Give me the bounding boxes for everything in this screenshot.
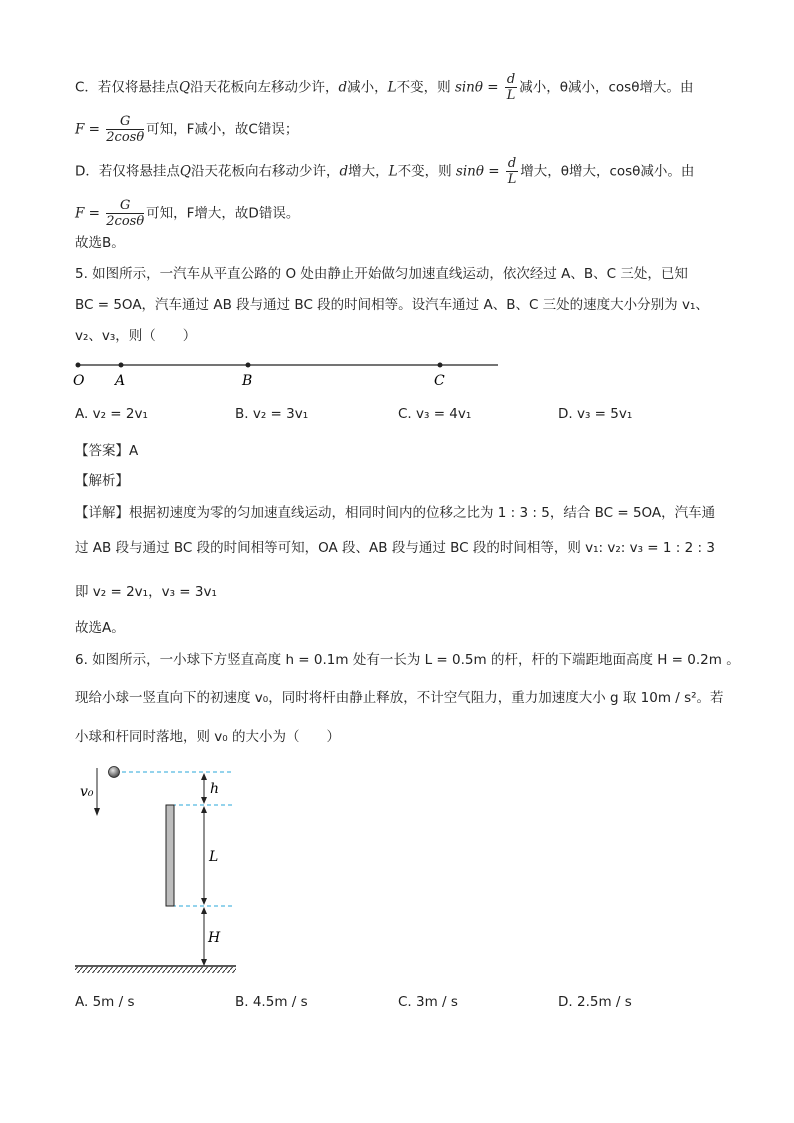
text: 不变，则 [396, 79, 451, 96]
q5-stem-line1: 5. 如图所示，一汽车从平直公路的 O 处由静止开始做匀加速直线运动，依次经过 A、B、C 三处，已知 [75, 266, 688, 282]
arrow-head-icon [201, 907, 207, 914]
q5-option-b[interactable]: B. v₂ = 3v₁ [235, 406, 309, 422]
var-l: L [388, 163, 398, 180]
q5-road-diagram [70, 355, 510, 391]
text: C．若仅将悬挂点 [75, 79, 179, 96]
fraction-d-over-l [506, 156, 518, 187]
text: 沿天花板向右移动少许， [190, 163, 340, 180]
q6-option-b[interactable]: B. 4.5m / s [235, 994, 308, 1010]
ground-hatch [75, 967, 236, 973]
frac-num: G [106, 198, 144, 214]
arrow-head-icon [94, 808, 100, 816]
var-d: d [339, 163, 349, 180]
text: 根据初速度为零的匀加速直线运动，相同时间内的位移之比为 1 : 3 : 5，结合 BC = 5OA，汽车通 [129, 505, 716, 521]
q6-option-c[interactable]: C. 3m / s [398, 994, 458, 1010]
hh-label: H [208, 930, 221, 946]
q5-answer-line [75, 441, 138, 461]
frac-num: d [506, 72, 516, 87]
arrow-head-icon [201, 773, 207, 780]
q4-option-d-line2 [75, 198, 299, 229]
point-b-dot [246, 363, 251, 368]
force-expression: F = [75, 205, 100, 222]
h-label: h [210, 781, 220, 797]
arrow-head-icon [201, 898, 207, 905]
text: 不变，则 [397, 163, 452, 180]
sin-expression: sinθ = [455, 163, 500, 180]
point-b-label: B [242, 373, 253, 389]
q5-choose: 故选A。 [75, 620, 125, 636]
fraction-d-over-l [505, 72, 517, 103]
q6-option-a[interactable]: A. 5m / s [75, 994, 135, 1010]
text: 增大， [348, 163, 389, 180]
q6-stem-line2: 现给小球一竖直向下的初速度 v₀，同时将杆由静止释放，不计空气阻力，重力加速度大小 g 取 10m / s²。若 [75, 690, 724, 706]
q4-option-c-line2 [75, 114, 298, 145]
ball-icon [109, 767, 120, 778]
q5-option-c[interactable]: C. v₃ = 4v₁ [398, 406, 472, 422]
q4-choose: 故选B。 [75, 235, 125, 251]
q4-option-c-line1 [75, 72, 693, 103]
frac-num: G [106, 114, 144, 130]
var-l: L [387, 79, 397, 96]
q5-detail-line2: 过 AB 段与通过 BC 段的时间相等可知，OA 段、AB 段与通过 BC 段的时间相等，则 v₁: v₂: v₃ = 1 : 2 : 3 [75, 540, 715, 556]
q5-detail-line3: 即 v₂ = 2v₁，v₃ = 3v₁ [75, 584, 217, 600]
q5-stem-line2: BC = 5OA，汽车通过 AB 段与通过 BC 段的时间相等。设汽车通过 A、B、C 三处的速度大小分别为 v₁、 [75, 297, 709, 313]
arrow-head-icon [201, 959, 207, 966]
sin-expression: sinθ = [454, 79, 499, 96]
frac-den: L [507, 172, 517, 187]
q5-detail-line1 [75, 503, 715, 523]
detail-label: 【详解】 [75, 505, 129, 521]
point-c-dot [438, 363, 443, 368]
fraction-g-over-2cos [106, 114, 144, 145]
text: 减小，θ减小，cosθ增大。由 [519, 79, 694, 96]
point-o-dot [76, 363, 81, 368]
point-a-dot [119, 363, 124, 368]
answer-label: 【答案】 [75, 443, 129, 459]
point-c-label: C [434, 373, 445, 389]
q5-stem-line3: v₂、v₃，则（ ） [75, 328, 197, 344]
q4-option-d-line1 [75, 156, 694, 187]
text: 可知，F减小，故C错误； [146, 121, 299, 138]
v0-label: v₀ [80, 784, 94, 800]
fraction-g-over-2cos [106, 198, 144, 229]
frac-den: 2cosθ [106, 214, 145, 229]
arrow-head-icon [201, 806, 207, 813]
q6-stem-line3: 小球和杆同时落地，则 v₀ 的大小为（ ） [75, 729, 340, 745]
text: 可知，F增大，故D错误。 [146, 205, 300, 222]
q6-stem-line1: 6. 如图所示，一小球下方竖直高度 h = 0.1m 处有一长为 L = 0.5m 的杆，杆的下端距地面高度 H = 0.2m 。 [75, 652, 740, 668]
var-q: Q [179, 163, 191, 180]
q6-diagram [70, 760, 250, 978]
q5-option-a[interactable]: A. v₂ = 2v₁ [75, 406, 148, 422]
answer-value: A [129, 443, 139, 459]
var-d: d [338, 79, 348, 96]
text: 增大，θ增大，cosθ减小。由 [520, 163, 695, 180]
point-o-label: O [73, 373, 85, 389]
q5-option-d[interactable]: D. v₃ = 5v₁ [558, 406, 633, 422]
arrow-head-icon [201, 797, 207, 804]
text: 减小， [347, 79, 388, 96]
text: 沿天花板向左移动少许， [190, 79, 339, 96]
force-expression: F = [75, 121, 100, 138]
point-a-label: A [115, 373, 126, 389]
q5-analysis-label: 【解析】 [75, 473, 129, 489]
rod [166, 805, 174, 906]
frac-num: d [507, 156, 517, 171]
frac-den: 2cosθ [106, 130, 145, 145]
var-q: Q [178, 79, 191, 96]
text: D．若仅将悬挂点 [75, 163, 180, 180]
q6-option-d[interactable]: D. 2.5m / s [558, 994, 632, 1010]
frac-den: L [506, 88, 516, 103]
l-label: L [209, 849, 219, 865]
